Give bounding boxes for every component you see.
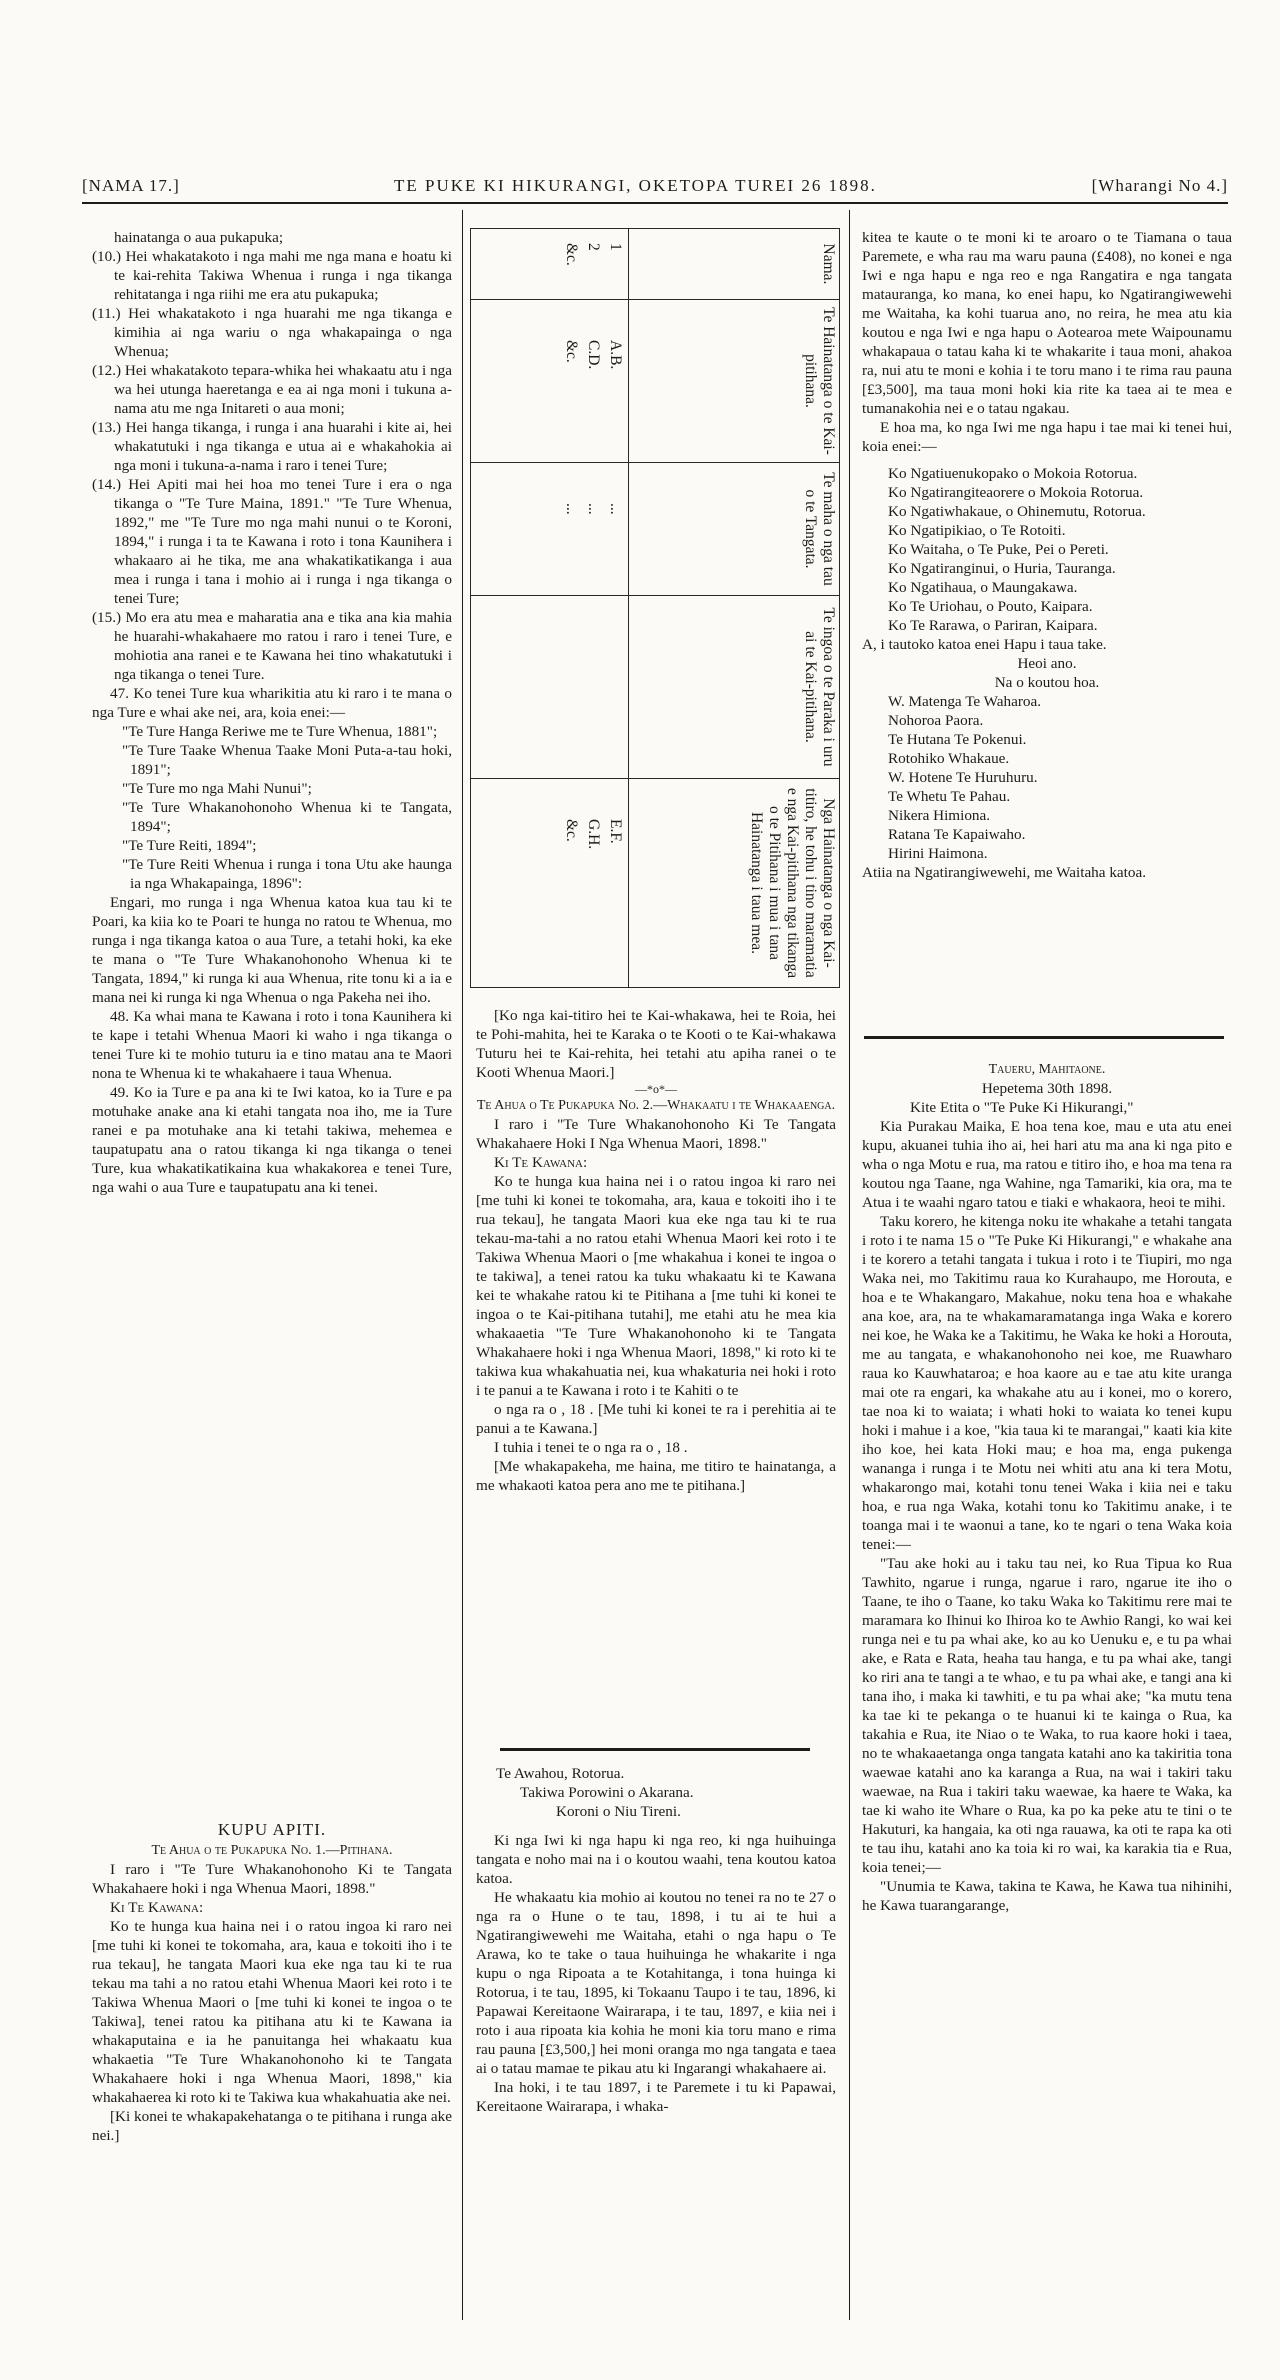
table-cell [471,596,629,779]
form-1-addressee: Ki Te Kawana: [110,1899,204,1916]
letter-2-chant-continued: "Unumia te Kawa, takina te Kawa, he Kawa tua nihinihi, he Kawa tuarangarange, [862,1878,1232,1914]
tribe-item: Ko Ngatiuenukopako o Mokoia Rotorua. [888,465,1138,482]
letter-address-line: Koroni o Niu Tireni. [556,1803,681,1820]
act-item: "Te Ture Hanga Reriwe me te Ture Whenua, 1881"; [122,723,438,740]
table-cell [471,463,629,596]
form-1-body: Ko te hunga kua haina nei i o ratou ingoa ki raro nei [me tuhi ki konei te tokomaha, ara, kaua e tokoiti iho i te rua tekau], he tangata Maori kua eke nga tau ki te rua tekau ma tahi a no ratou etahi Whenua Maori kei roto i te Takiwa Whenua Maori o [me tuhi ki konei te ingoa o te Takiwa], tenei ratou ka pitihana atu ki te Kawana ia whakaputaina e ia he panuitanga hei whakaatu kua whakaetia "Te Ture Whakanohonoho ki te Tangata Whakahaere hoki i nga Whenua Maori, 1898," kia whakahaerea ki roto ki te Takiwa kua whakahuatia ake nei. [92,1918,452,2106]
letter-2-greeting: Kia Purakau Maika, E hoa tena koe, mau e uta atu enei kupu, akuanei tuhia iho ai, hei hari atu ma ana ki nga pito e wha o nga Motu e rua, ma ratou e titiro iho, e hoa ma tena ra koutou nga Taane, nga Wahine, nga Tamariki, kia ora, ma te Atua i te waahi ngaro tatou e tiaki e whakaora, heoi te mihi. [862,1118,1232,1211]
middle-column [476,1006,836,1495]
ordinance-clauses [92,228,452,684]
form-2-date-line: o nga ra o , 18 . [Me tuhi ki konei te ra i perehitia ai te panui a te Kawana.] [476,1401,836,1437]
letter-greeting: Ki nga Iwi ki nga hapu ki nga reo, ki nga huihuinga tangata e noho mai na i o koutou waahi, tena koutou katoa katoa. [476,1832,836,1887]
form-1-title: Te Ahua o te Pukapuka No. 1.—Pitihana. [151,1843,393,1858]
tribe-item: Ko Te Rarawa, o Pariran, Kaipara. [888,617,1098,634]
tribe-item: Ko Ngatirangiteaorere o Mokoia Rotorua. [888,484,1144,501]
tribe-item: Ko Waitaha, o Te Puke, Pei o Pereti. [888,541,1109,558]
letter-2-addressee: Kite Etita o "Te Puke Ki Hikurangi," [910,1099,1134,1116]
form-2-addressee: Ki Te Kawana: [494,1154,588,1171]
masthead-title: TE PUKE KI HIKURANGI, OKETOPA TUREI 26 1898. [394,176,877,195]
right-column [862,228,1232,882]
form-2-title: Te Ahua o Te Pukapuka No. 2.—Whakaatu i te Whakaaenga. [476,1098,836,1113]
tribe-item: Ko Te Uriohau, o Pouto, Kaipara. [888,598,1093,615]
form-2-signed-line: I tuhia i tenei te o nga ra o , 18 . [494,1439,688,1456]
letter-address-line: Te Awahou, Rotorua. [496,1765,625,1782]
attestation: Atiia na Ngatirangiwewehi, me Waitaha katoa. [862,864,1147,881]
column-divider-right [849,210,850,2320]
letter-2-chant: "Tau ake hoki au i taku tau nei, ko Rua Tipua ko Rua Tawhito, ngarue i runga, ngarue i raro, ngarue ite iho o Taane, te iho o Taane, ko taku Waka ko Takitimu rere mai te maramara ko Ihinui ko Ihiroa ko te Awhio Rangi, ko wai kei runga nei e tu pa whai ake, ko au ko Uenuku e, e tu pa whai ake, e Rata e Rata, heaha tau hanga, e tu pa whai ake, tangi ko riri ana te tangi a te whao, e tu pa whai ake, e tangi ana ki tana iho, i maka ki tawhiti, e tu pa whai ake; "ka mutu tena ka tae ki te pekanga o te huanui ki te kainga o Rua, ka takahia e Rua, ite Niao o te Waka, to rua kaore hoki i taea, no te whakaaetanga onga tangata katahi ano ka takiritia tona waewae katahi ano ka karanga a Rua, na wai i takiri taku waewae, na Rua i takiri taku waewae, ka haere te Waka, ka tae ki waho ite Whare o Rua, ka po ka peke atu te tini o te Hakuturi, ka hangaia, ka oti nga rauawa, ka oti te rapa ka oti te tau ihu, katahi ano ka toia ki ro wai, ka karakia tia e Rua, koia tenei;— [862,1555,1232,1876]
column-header-signature: Te Hainatanga o te Kai-pitihana. [628,300,839,463]
tribes-intro: E hoa ma, ko nga Iwi me nga hapu i tae mai ki tenei hui, koia enei:— [862,419,1232,455]
witness-note: [Ko nga kai-titiro hei te Kai-whakawa, hei te Roia, hei te Pohi-mahita, hei te Karaka o te Kooti o te Kai-whakawa Tuturu hei te Kai-rehita, hei tetahi atu apiha ranei o te Kooti Whenua Maori.] [476,1007,836,1081]
act-item: "Te Ture Taake Whenua Taake Moni Puta-a-tau hoki, 1891"; [122,742,452,778]
clause-13: (13.) Hei hanga tikanga, i runga i ana huarahi i kite ai, hei whakatutuki i nga tikanga e utua ai e whakahokia ai nga moni i tukuna-a-nama i raro i tenei Ture; [92,419,452,474]
page-number: [Wharangi No 4.] [1091,176,1228,195]
form-2-body: Ko te hunga kua haina nei i o ratou ingoa ki raro nei [me tuhi ki konei te tokomaha, ara, kaua e tokoiti iho i te rua tekau], he tangata Maori kua eke nga tau ki te rua tekau-ma-tahi a no ratou etahi Whenua Maori kei roto i te Takiwa Whenua Maori o [me whakahua i konei te ingoa o te takiwa], a tenei ratou ka tuku whakaatu ki te Kawana kei te whakahe ratou ki te Pitihana a [me tuhi ki konei te ingoa o te Kai-pitihana tutahi], me etahi atu he mea kia whakaaetia "Te Ture Whakanohonoho ki te Tangata Whakahaere hoki i nga Whenua Maori, 1898," ki roto ki te takiwa kua whakahuatia nei, kua whakaturia nei hoki i roto i te panui a te Kawana i roto i te Kahiti o te [476,1173,836,1399]
signatory: Nohoroa Paora. [888,712,984,729]
signatory: W. Hotene Te Huruhuru. [888,769,1038,786]
clause-15: (15.) Mo era atu mea e maharatia ana e tika ana kia mahia he huarahi-whakahaere mo ratou i raro i tenei Ture, e mohiotia ana ranei e te Kawana hei tino whakatutuki i nga tikanga o tenei Ture. [92,609,452,683]
section-rule [500,1748,810,1751]
form-2-under-act: I raro i "Te Ture Whakanohonoho Ki Te Tangata Whakahaere Hoki I Nga Whenua Maori, 1898." [476,1116,836,1152]
column-header-witness: Nga Hainatanga o nga Kai-titiro, he tohu i tino maramatia e nga Kai-pitihana nga tikanga o te Pitihana i mua i tana Hainatanga i taua mea. [628,779,839,988]
schedule-section [92,1820,452,2145]
act-item: "Te Ture Whakanohonoho Whenua ki te Tangata, 1894"; [122,799,452,835]
table-cell [471,300,629,463]
act-item: "Te Ture mo nga Mahi Nunui"; [122,780,312,797]
row-number: 1 [606,243,624,251]
signatory: Nikera Himiona. [888,807,991,824]
petitioner-age: ... [584,503,602,515]
letter-2-date: Hepetema 30th 1898. [981,1080,1113,1097]
signatory: Ratana Te Kapaiwaho. [888,826,1026,843]
witness-signature: G.H. [584,819,602,850]
petitioner-age: ... [562,503,580,515]
signatory: Te Whetu Te Pahau. [888,788,1011,805]
letter-body: He whakaatu kia mohio ai koutou no tenei ra no te 27 o nga ra o Hune o te tau, 1898, i tu ai te hui a Ngatirangiwewehi me Waitaha, etahi o nga hapu o Te Arawa, ko te take o taua huihuinga he whakarite i nga kupu o nga Ripoata a te Kotahitanga, i tona huinga ki Rotorua, i te tau, 1895, ki Tokaanu Taupo i te tau, 1896, ki Papawai Kereitaone Wairarapa, i te tau, 1897, e kiia nei i roto i aua ripoata kia kohia he moni kia toru mano e rima rau pauna [£3,500,] hei moni oranga mo nga tangata e taea ai o tatau mamae te pikau atu ki Ingarangi whakahaere ai. [476,1889,836,2077]
clause-12: (12.) Hei whakatakoto tepara-whika hei whakaatu atu i nga wa hei utunga haeretanga e ea ai nga moni i tukuna a-nama atu me nga Initareti o aua moni; [92,362,452,417]
petitioner-signature: A.B. [606,340,624,370]
column-header-block: Te ingoa o te Paraka i uru ai te Kai-pitihana. [628,596,839,779]
na-o-koutou: Na o koutou hoa. [994,674,1100,691]
ornament-divider: —*o*— [635,1082,677,1096]
clause-11: (11.) Hei whakatakoto i nga huarahi me nga tikanga e kimihia ai nga wariu o nga whakapainga o nga Whenua; [92,305,452,360]
signatories-list [862,692,1232,863]
issue-number: [NAMA 17.] [82,176,180,195]
act-item: "Te Ture Reiti Whenua i runga i tona Utu ake haunga ia nga Whakapainga, 1896": [122,856,452,892]
petition-table-region [470,228,840,988]
petition-signature-table [470,228,840,988]
letter-body: Ina hoki, i te tau 1897, i te Paremete i tu ki Papawai, Kereitaone Wairarapa, i whaka- [476,2079,836,2115]
section-49: 49. Ko ia Ture e pa ana ki te Iwi katoa, ko ia Ture e pa motuhake anake ana ki etahi tangata noa iho, me ia Ture ranei e pa motuhake ana ki tetahi takiwa, mehemea e taupatupatu ana o ratou tikanga ki nga tikanga o tenei Ture, kua whakatikatikaina kua whakakorea e tenei Ture, nga wahi o aua Ture e taupatupatu ana ki tenei. [92,1084,452,1196]
tribe-item: Ko Ngatiwhakaue, o Ohinemutu, Rotorua. [888,503,1146,520]
signatory: Rotohiko Whakaue. [888,750,1010,767]
form-1-under-act: I raro i "Te Ture Whakanohonoho Ki te Tangata Whakahaere hoki i nga Whenua Maori, 1898." [92,1861,452,1897]
clause-10: (10.) Hei whakatakoto i nga mahi me nga mana e hoatu ki te kai-rehita Takiwa Whenua i runga i nga tikanga rehitatanga i nga riihi me era atu pukapuka; [92,248,452,303]
signatory: Hirini Haimona. [888,845,988,862]
letter-address-line: Takiwa Porowini o Akarana. [520,1784,694,1801]
tribe-item: Ko Ngatiranginui, o Huria, Tauranga. [888,560,1116,577]
letter-continuation: kitea te kaute o te moni ki te aroaro o te Tiamana o taua Paremete, e wha rau ma waru pauna (£408), no konei e nga Iwi e nga hapu e nga reo e nga Rangatira e nga tangata matauranga, ko mana, ko enei hapu, ko Ngatirangiwewehi me Waitaha, ka kohi tuarua ano, no reira, he mea atu kia koutou e nga Iwi e nga hapu o Aotearoa mete Waipounamu whakapaua o tatau kaha ki te whakarite i taua moni, ahakoa ra, nui atu te moni e kohia i te toru mano i te rima rau pauna [£3,500], ma taua moni hoki kia rite ka taea ai te mea e tumanakohia nei e o tatau ngakau. [862,229,1232,417]
clause-continuation: hainatanga o aua pukapuka; [114,229,284,246]
tribe-item: Ko Ngatipikiao, o Te Rotoiti. [888,522,1066,539]
act-item: "Te Ture Reiti, 1894"; [122,837,257,854]
form-1-note: [Ki konei te whakapakehatanga o te pitihana i runga ake nei.] [92,2108,453,2144]
table-cell [471,229,629,300]
witness-signature: E.F. [606,819,624,844]
signatory: W. Matenga Te Waharoa. [888,693,1042,710]
letter-2-from: Taueru, Mahitaone. [988,1062,1106,1077]
letter-2 [862,1060,1232,1915]
petitioner-age: ... [606,503,624,515]
schedule-heading: KUPU APITI. [217,1820,327,1839]
repealed-acts-list [92,722,452,893]
petitioner-signature: &c. [562,340,580,363]
tribes-list [862,464,1232,635]
row-number: &c. [562,243,580,266]
table-cell [471,779,629,988]
section-48: 48. Ka whai mana te Kawana i roto i tona Kaunihera ki te kape i tetahi Whenua Maori ki waho i nga tikanga o tenei Ture ki te mohio tuturu ia e tino matau ana te Maori nona te Whenua ki te whakahaere i taua Whenua. [92,1008,452,1082]
proviso-paragraph: Engari, mo runga i nga Whenua katoa kua tau ki te Poari, ka kiia ko te Poari te hunga no ratou te Whenua, mo runga i nga tikanga katoa o aua Ture, a tetahi hoki, ka eke te mana o "Te Ture Whakanohonoho Whenua ki te Tangata, 1894," ki runga ki aua Whenua, rite tonu ki a ia e mana nei ki runga ki nga Whenua o nga Pakeha nei iho. [92,894,452,1006]
signatory: Te Hutana Te Pokenui. [888,731,1027,748]
heoi-ano: Heoi ano. [1017,655,1077,672]
header-rule [82,202,1228,204]
page-header [82,176,1228,202]
letter-column [476,1764,836,2116]
section-47: 47. Ko tenei Ture kua wharikitia atu ki raro i te mana o nga Ture e whai ake nei, ara, koia enei:— [92,685,452,721]
row-number: 2 [584,243,602,251]
left-column [92,228,452,1197]
column-header-age: Te maha o nga tau o te Tangata. [628,463,839,596]
column-header-number: Nama. [628,229,839,300]
petitioner-signature: C.D. [584,340,602,370]
form-2-note: [Me whakapakeha, me haina, me titiro te hainatanga, a me whakaoti katoa pera ano me te pitihana.] [476,1458,836,1494]
column-divider-left [462,210,463,2320]
closing-line: A, i tautoko katoa enei Hapu i taua take. [862,636,1107,653]
section-rule-right [864,1036,1224,1039]
clause-14: (14.) Hei Apiti mai hei hoa mo tenei Ture i era o nga tikanga o "Te Ture Maina, 1891." "Te Ture Whenua, 1892," me "Te Ture mo nga mahi nunui o te Koroni, 1894," i runga i ta te Kawana i roto i tona Kaunihera i whakaaro ai he tika, me ana whakatikatikanga i aua mea i runga i tana i mohio ai i runga i nga tikanga o tenei Ture; [92,476,452,607]
letter-2-body: Taku korero, he kitenga noku ite whakahe a tetahi tangata i roto i te nama 15 o "Te Puke Ki Hikurangi," e whakahe ana i te korero a tetahi tangata i tukua i roto i te Tiupiri, mo nga Waka nei, mo Takitimu raua ko Kurahaupo, me Horouta, e hoa e te Whakangaro, Makahue, noku tena hoa e whakahe ana koe, ara, na te whakamaramatanga inga Waka e korero nei koe, he Waka ke a Takitimu, he Waka ke hoki a Horouta, me au tangata, e whakanohonoho nei koe, me Ruawharo raua ko Kauwhataroa; e hoa kaore au e tae atu kite uranga mai ote ra engari, ka whakahe atu au i konei, mo o korero, tae noa ki to waiata; i whati hoki to waiata ko tenei kupu hoki i mahue i a koe, "kia taua ki te marangai," kaati kia kite iho koe, hei kata Hoki mau; e hoa ma, enga pukenga wananga i runga i te Motu nei whiti atu ana ki tera Motu, whakarongo mai, kotahi tonu tenei Waka i kiia nei e taku hoa, e rua nga Waka, kotahi tonu ko Takitimu anake, i te toanga mai i te waonui a tane, ko te ngari o tena Waka koia tenei:— [862,1213,1232,1553]
tribe-item: Ko Ngatihaua, o Maungakawa. [888,579,1078,596]
witness-signature: &c. [562,819,580,842]
